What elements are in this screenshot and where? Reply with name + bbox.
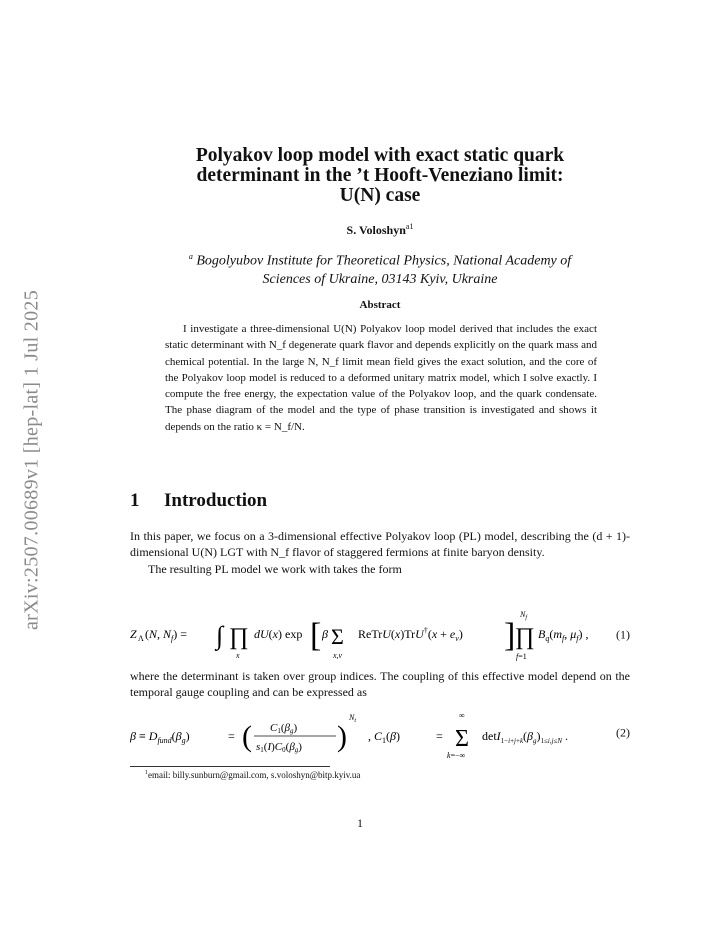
svg-text:Z: Z [130, 627, 137, 641]
equation-1 [130, 606, 630, 664]
section-heading [130, 490, 267, 512]
intro-paragraph-3: where the determinant is taken over group indices. The coupling of this effective model depend on the temporal gauge coupling and can be expressed as [130, 669, 630, 700]
equation-2-math [130, 704, 600, 762]
author [130, 222, 630, 238]
svg-text:ReTrU(x)TrU†(x + eν): ReTrU(x)TrU†(x + $e_\nu$) [358, 626, 463, 643]
intro-paragraph-2: The resulting PL model we work with takes the form [148, 561, 402, 576]
affiliation [130, 248, 630, 289]
affiliation-line-2: Sciences of Ukraine, 03143 Kyiv, Ukraine [262, 271, 498, 287]
svg-text:Nf: $N_f$ [520, 610, 528, 621]
svg-text:∞: ∞ [459, 711, 465, 720]
svg-text:f=1: f=1 [516, 652, 527, 661]
author-name: S. Voloshyn [346, 223, 406, 237]
paper-title [130, 146, 630, 206]
svg-text:Σ: Σ [331, 624, 344, 649]
equation-1-number: (1) [616, 627, 630, 642]
intro-paragraph-1-block [130, 528, 630, 577]
equation-1-math [130, 606, 590, 664]
abstract-heading: Abstract [359, 299, 401, 311]
svg-text:dU(x) exp: dU(x) exp [254, 627, 303, 641]
svg-text:, C1(β): , $C_1(\beta)$ [368, 729, 400, 745]
abstract-text: I investigate a three-dimensional U(N) Polyakov loop model derived that includes the exact static determinant with N_f degenerate quark flavor and depends explicitly on the quark mass and chemical potential. In the large N, N_f limit mean field gives the exact solution, and the core of the Polyakov loop model is reduced to a deformed unitary matrix model, which I solve exactly. I compute the free energy, the expectation value of the Polyakov loop, and the quark condensate. The phase diagram of the model and the type of phase transition is investigated and shows it depends on the ratio κ = N_f/N. [165, 323, 597, 433]
svg-text:∫: ∫ [216, 621, 224, 650]
equation-2-number: (2) [616, 725, 630, 740]
svg-text:s1(I)C0(βg): s1(I)C0(βg) [256, 741, 302, 754]
title-line-3: U(N) case [339, 185, 421, 206]
svg-text:[: [ [310, 617, 322, 654]
svg-text:∏: ∏ [515, 624, 535, 650]
intro-paragraph-3-block [130, 668, 630, 701]
svg-text:detI1−i+j+k(βg)1≤i,j≤N .: $\det I_{1-i+j+k}(\beta_g)_{1\le i,j\le N}$ . [482, 729, 569, 745]
arxiv-identifier: arXiv:2507.00689v1 [hep-lat] 1 Jul 2025 [20, 290, 43, 630]
affiliation-line-1: Bogolyubov Institute for Theoretical Physics, National Academy of [196, 253, 572, 269]
svg-text:=: = [228, 729, 235, 743]
svg-text:C1(βg): C1(βg) [270, 722, 298, 735]
svg-text:Bq(mf, μf) ,: $B_q(m_f$, $\mu_f$) , [538, 627, 589, 643]
title-line-2: determinant in the ’t Hooft-Veneziano limit: [196, 165, 564, 186]
section-title: Introduction [164, 490, 268, 511]
svg-text:x,ν: x,ν [333, 651, 343, 660]
footnote-mark: 1 [145, 770, 148, 776]
svg-text:): ) [337, 720, 347, 753]
affiliation-mark: a [188, 252, 193, 261]
svg-text:k=−∞: k=−∞ [447, 751, 466, 760]
equation-2 [130, 704, 630, 762]
abstract-body [165, 321, 597, 435]
intro-paragraph-1: In this paper, we focus on a 3-dimensional effective Polyakov loop (PL) model, describing the (d + 1)-dimensional U(N) LGT with N_f flavor of staggered fermions at finite baryon density. [130, 529, 630, 560]
svg-text:Σ: Σ [455, 726, 469, 752]
svg-text:(N, Nf) =: (N, $N_f$) = [145, 627, 188, 643]
section-number: 1 [130, 490, 140, 511]
svg-text:=: = [436, 729, 443, 743]
svg-text:x: x [236, 651, 240, 660]
svg-text:(: ( [242, 720, 252, 753]
footnote [145, 770, 360, 780]
svg-text:∏: ∏ [229, 624, 249, 650]
svg-text:β ≡ Dfund(βg): $\beta \equiv D_{fund}(\beta_g)$ [130, 729, 190, 745]
svg-text:β: β [322, 627, 328, 641]
author-marks: a1 [405, 222, 414, 231]
footnote-rule [130, 766, 330, 767]
svg-text:Λ: Λ [138, 634, 144, 643]
arxiv-sidebar [14, 270, 50, 650]
svg-text:]: ] [504, 617, 516, 654]
page-number: 1 [357, 816, 363, 830]
svg-text:Nt: $N_t$ [349, 713, 357, 724]
footnote-text: email: billy.sunburn@gmail.com, s.voloshyn@bitp.kyiv.ua [148, 770, 361, 780]
title-line-1: Polyakov loop model with exact static quark [195, 145, 565, 166]
